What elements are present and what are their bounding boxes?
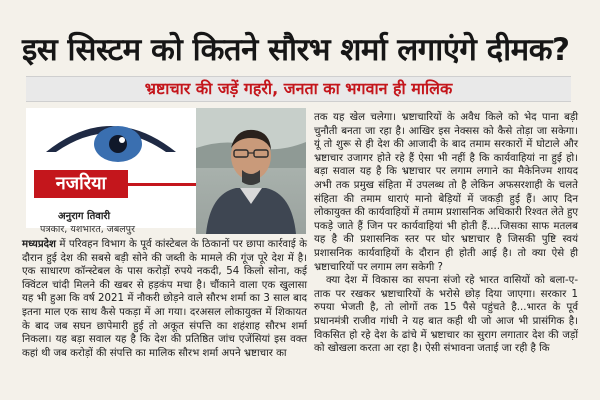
dateline: मध्यप्रदेश (22, 239, 56, 250)
left-paragraph-text: में परिवहन विभाग के पूर्व कांस्टेबल के ठिकानों पर छापा कार्रवाई के दौरान हुई देश की सबसे बड़ी सोने की जब्ती के मामले की गूंज पूरे देश में है। एक साधारण कॉन्स्टेबल के पास करोड़ों रुपये नकदी, 54 किलो सोना, कई क्विंटल चांदी मिलने की खबर से हड़कंप मचा है। चौंकाने वाला एक खुलासा यह भी हुआ कि वर्ष 2021 में नौकरी छोड़ने वाले सौरभ शर्मा का 3 साल बाद इतना माल एक साथ कैसे पकड़ा में आ गया। दरअसल लोकायुक्त में शिकायत के बाद जब सघन छापेमारी हुई तो अकूत संपत्ति का शहंशाह सौरभ शर्मा निकला। यह बड़ा सवाल यह है कि देश की प्रतिष्ठित जांच एजेंसियां इस वक्त कहां थी जब करोड़ों की संपत्ति का मालिक सौरभ शर्मा अपने भ्रष्टाचार का (22, 239, 307, 359)
right-paragraph-1: तक यह खेल चलेगा। भ्रष्टाचारियों के अवैध किले को भेद पाना बड़ी चुनौती बनता जा रहा है। आखिर इस नेक्सस को कैसे तोड़ा जा सकेगा। यूं तो शुरू से ही देश की आजादी के बाद तमाम सरकारों में घोटाले और भ्रष्टाचार उजागर होते रहे हैं ऐसा भी नहीं है कि कार्यवाहियां ना हुई हो। बड़ा सवाल यह है कि भ्रष्टाचार पर लगाम लगाने का मैकेनिज्म शायद अभी तक प्रमुख संहिता में उपलब्ध तो है लेकिन अफसरशाही के चलते संहिता की तमाम धाराएं मानो बेड़ियों में जकड़ी हुई हैं। आए दिन लोकायुक्त की कार्यवाहियों में तमाम प्रशासनिक अधिकारी रिश्वत लेते हुए पकड़े जाते हैं जिन पर कार्यवाहियां भी होती हैं....जिसका साफ मतलब यह है की प्रशासनिक स्तर पर घोर भ्रष्टाचार है जिसकी पुष्टि स्वयं प्रशासनिक कार्यवाहियों के दौरान ही होती आई है। तो क्या ऐसे ही भ्रष्टाचारियों पर लगाम लग सकेगी ? (314, 112, 578, 273)
author-photo (196, 108, 306, 234)
byline-role: पत्रकार, यशभारत, जबलपुर (40, 224, 135, 235)
article-right-column (314, 111, 578, 400)
logo-rule (128, 183, 196, 186)
subheadline-band (26, 76, 571, 102)
left-paragraph (22, 238, 307, 360)
eye-icon (26, 108, 196, 168)
byline-author: अनुराग तिवारी (58, 211, 111, 222)
author-photo-illustration (196, 108, 306, 234)
headline: इस सिस्टम को कितने सौरभ शर्मा लगाएंगे दीमक? (22, 32, 570, 68)
article-left-column (22, 238, 307, 400)
column-logo (26, 108, 196, 228)
subheadline: भ्रष्टाचार की जड़ें गहरी, जनता का भगवान ही मालिक (144, 79, 453, 98)
column-name: नजरिया (34, 170, 128, 198)
right-paragraph-2: क्या देश में विकास का सपना संजो रहे भारत वासियों को बला-ए-ताक पर रखकर भ्रष्टाचारियों के भरोसे छोड़ दिया जाएगा। सरकार 1 रुपया भेजती है, तो लोगों तक 15 पैसे पहुंचते है...भारत के पूर्व प्रधानमंत्री राजीव गांधी ने यह बात कही थी जो आज भी प्रासंगिक है। विकसित हो रहे देश के ढांचे में भ्रष्टाचार का सुराग लगातार देश की जड़ों को खोखला करता आ रहा है। ऐसी संभावना जताई जा रही है कि (314, 275, 578, 355)
